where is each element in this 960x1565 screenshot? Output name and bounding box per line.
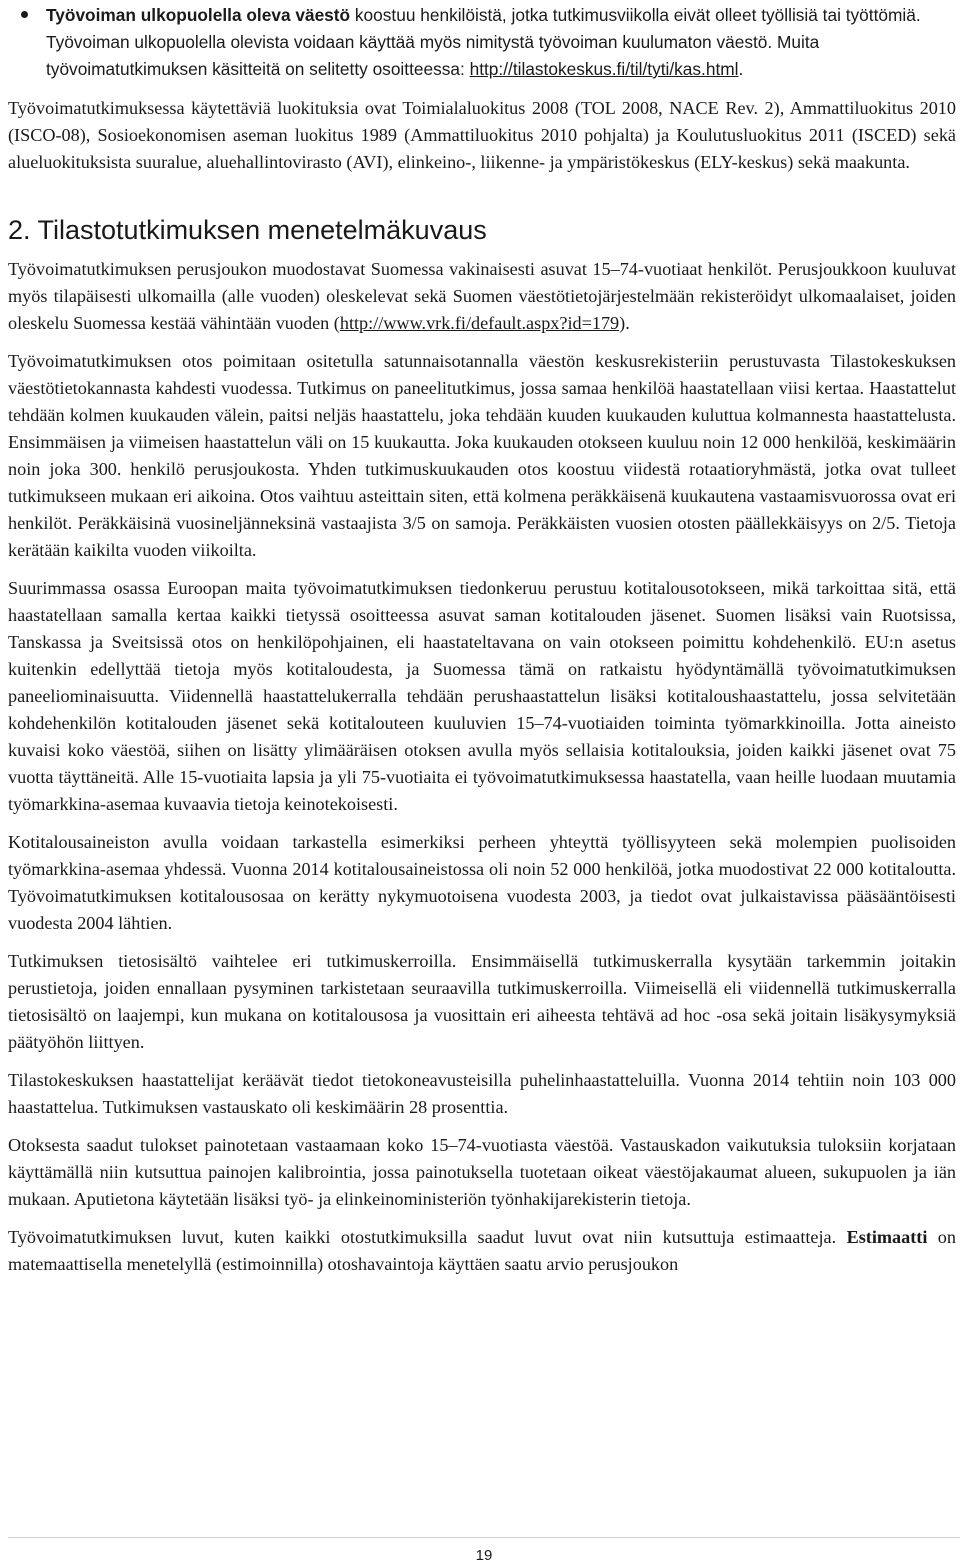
paragraph-1-end: ). (619, 313, 630, 333)
paragraph-2: Työvoimatutkimuksen otos poimitaan ositetulla satunnaisotannalla väestön keskusrekisteriin perustuvasta Tilastokeskuksen väestötietokannasta kahdesti vuodessa. Tutkimus on paneelitutkimus, jossa samaa henkilöä haastatellaan viisi kertaa. Haastattelut tehdään kolmen kuukauden välein, paitsi neljäs haastattelu, joka tehdään kuuden kuukauden kuluttua kolmannesta haastattelusta. Ensimmäisen ja viimeisen haastattelun väli on 15 kuukautta. Joka kuukauden otokseen kuuluu noin 12 000 henkilöä, keskimäärin noin joka 300. henkilö perusjoukosta. Yhden tutkimuskuukauden otos koostuu viidestä rotaatioryhmästä, jotka ovat tulleet tutkimukseen mukaan eri aikoina. Otos vaihtuu asteittain siten, että kolmena peräkkäisenä kuukautena vastaamisvuorossa ovat eri henkilöt. Peräkkäisinä vuosineljänneksinä vastaajista 3/5 on samoja. Peräkkäisten vuosien otosten päällekkäisyys on 2/5. Tietoja kerätään kaikilta vuoden viikoilta. (8, 351, 956, 560)
paragraph-7: Otoksesta saadut tulokset painotetaan vastaamaan koko 15–74-vuotiasta väestöä. Vastauskadon vaikutuksia tuloksiin korjataan käyttämällä niin kutsuttua painojen kalibrointia, jossa painotuksella tuotetaan oikeat väestöjakaumat alueen, sukupuolen ja iän mukaan. Aputietona käytetään lisäksi työ- ja elinkeinoministeriön työnhakijarekisterin tietoja. (8, 1135, 956, 1209)
page-number: 19 (475, 1547, 493, 1564)
bullet-icon (21, 11, 28, 18)
paragraph-6: Tilastokeskuksen haastattelijat keräävät tiedot tietokoneavusteisilla puhelinhaastatteluilla. Vuonna 2014 tehtiin noin 103 000 haastattelua. Tutkimuksen vastauskato oli keskimäärin 28 prosenttia. (8, 1070, 956, 1117)
section-heading: 2. Tilastotutkimuksen menetelmäkuvaus (8, 215, 487, 245)
term-bold: Työvoiman ulkopuolella oleva väestö (46, 5, 351, 25)
paragraph-1-text: Työvoimatutkimuksen perusjoukon muodostavat Suomessa vakinaisesti asuvat 15–74-vuotiaat henkilöt. Perusjoukkoon kuuluvat myös tilapäisesti ulkomailla (alle vuoden) oleskelevat sekä Suomen väestötietojärjestelmään rekisteröidyt ulkomaalaiset, joiden oleskelu Suomessa kestää vähintään vuoden ( (8, 259, 956, 333)
term-estimaatti: Estimaatti (846, 1227, 928, 1247)
bullet-item (8, 2, 956, 83)
paragraph-1 (8, 256, 956, 337)
paragraph-8-text: Työvoimatutkimuksen luvut, kuten kaikki otostutkimuksilla saadut luvut ovat niin kutsuttuja estimaatteja. (8, 1227, 847, 1247)
document-page (8, 0, 956, 1278)
classifications-paragraph: Työvoimatutkimuksessa käytettäviä luokituksia ovat Toimialaluokitus 2008 (TOL 2008, NACE Rev. 2), Ammattiluokitus 2010 (ISCO-08), Sosioekonomisen aseman luokitus 1989 (Ammattiluokitus 2010 pohjalta) ja Koulutusluokitus 2011 (ISCED) sekä alueluokituksista suuralue, aluehallintovirasto (AVI), elinkeino-, liikenne- ja ympäristökeskus (ELY-keskus) sekä maakunta. (8, 98, 956, 172)
kas-link[interactable]: http://tilastokeskus.fi/til/tyti/kas.html (469, 59, 739, 79)
bullet-end: . (738, 59, 744, 79)
bullet-text (46, 2, 956, 83)
bullet-body: koostuu henkilöistä, jotka tutkimusviikolla eivät olleet työllisiä tai työttömiä. Työvoiman ulkopuolella olevista voidaan käyttää myös nimitystä työvoiman kuulumaton väestö. Muita työvoimatutkimuksen käsitteitä on selitetty osoitteessa: (46, 5, 921, 79)
footer-divider (8, 1537, 960, 1538)
paragraph-8 (8, 1224, 956, 1278)
paragraph-5: Tutkimuksen tietosisältö vaihtelee eri tutkimuskerroilla. Ensimmäisellä tutkimuskerralla kysytään tarkemmin joitakin perustietoja, joiden ennallaan pysyminen tarkistetaan seuraavilla tutkimuskerroilla. Viimeisellä eli viidennellä tutkimuskerralla tietosisältö on laajempi, kun mukana on kotitalousosa ja vuosittain eri aiheesta tehtävä ad hoc -osa sekä joitain lisäkysymyksiä päätyöhön liittyen. (8, 951, 956, 1052)
paragraph-3: Suurimmassa osassa Euroopan maita työvoimatutkimuksen tiedonkeruu perustuu kotitalousotokseen, mikä tarkoittaa sitä, että haastatellaan samalla kertaa kaikki tietyssä osoitteessa asuvat saman kotitalouden jäsenet. Suomen lisäksi vain Ruotsissa, Tanskassa ja Sveitsissä otos on henkilöpohjainen, eli haastateltavana on vain otokseen poimittu kohdehenkilö. EU:n asetus kuitenkin edellyttää tietoja myös kotitaloudesta, ja Suomessa tämä on ratkaistu hyödyntämällä työvoimatutkimuksen paneeliominaisuutta. Viidennellä haastattelukerralla tehdään perushaastattelun lisäksi kotitaloushaastattelu, jossa selvitetään kohdehenkilön kotitalouden jäsenet sekä kotitalouteen kuuluvien 15–74-vuotiaiden toiminta työmarkkinoilla. Jotta aineisto kuvaisi koko väestöä, siihen on lisätty ylimääräisen otoksen avulla myös sellaisia kotitalouksia, joiden kaikki jäsenet ovat 75 vuotta täyttäneitä. Alle 15-vuotiaita lapsia ja yli 75-vuotiaita ei työvoimatutkimuksessa haastatella, vaan heille luodaan muutamia työmarkkina-asemaa kuvaavia tietoja keinotekoisesti. (8, 578, 956, 814)
vrk-link[interactable]: http://www.vrk.fi/default.aspx?id=179 (339, 313, 620, 333)
paragraph-8-rest: on matemaattisella menetelyllä (estimoinnilla) otoshavaintoja käyttäen saatu arvio perusjoukon (8, 1227, 956, 1274)
paragraph-4: Kotitalousaineiston avulla voidaan tarkastella esimerkiksi perheen yhteyttä työllisyyteen sekä molempien puolisoiden työmarkkina-asemaa yhdessä. Vuonna 2014 kotitalousaineistossa oli noin 52 000 henkilöä, jotka muodostivat 22 000 kotitaloutta. Työvoimatutkimuksen kotitalousosaa on kerätty nykymuotoisena vuodesta 2003, ja tiedot ovat julkaistavissa pääsääntöisesti vuodesta 2004 lähtien. (8, 832, 956, 933)
